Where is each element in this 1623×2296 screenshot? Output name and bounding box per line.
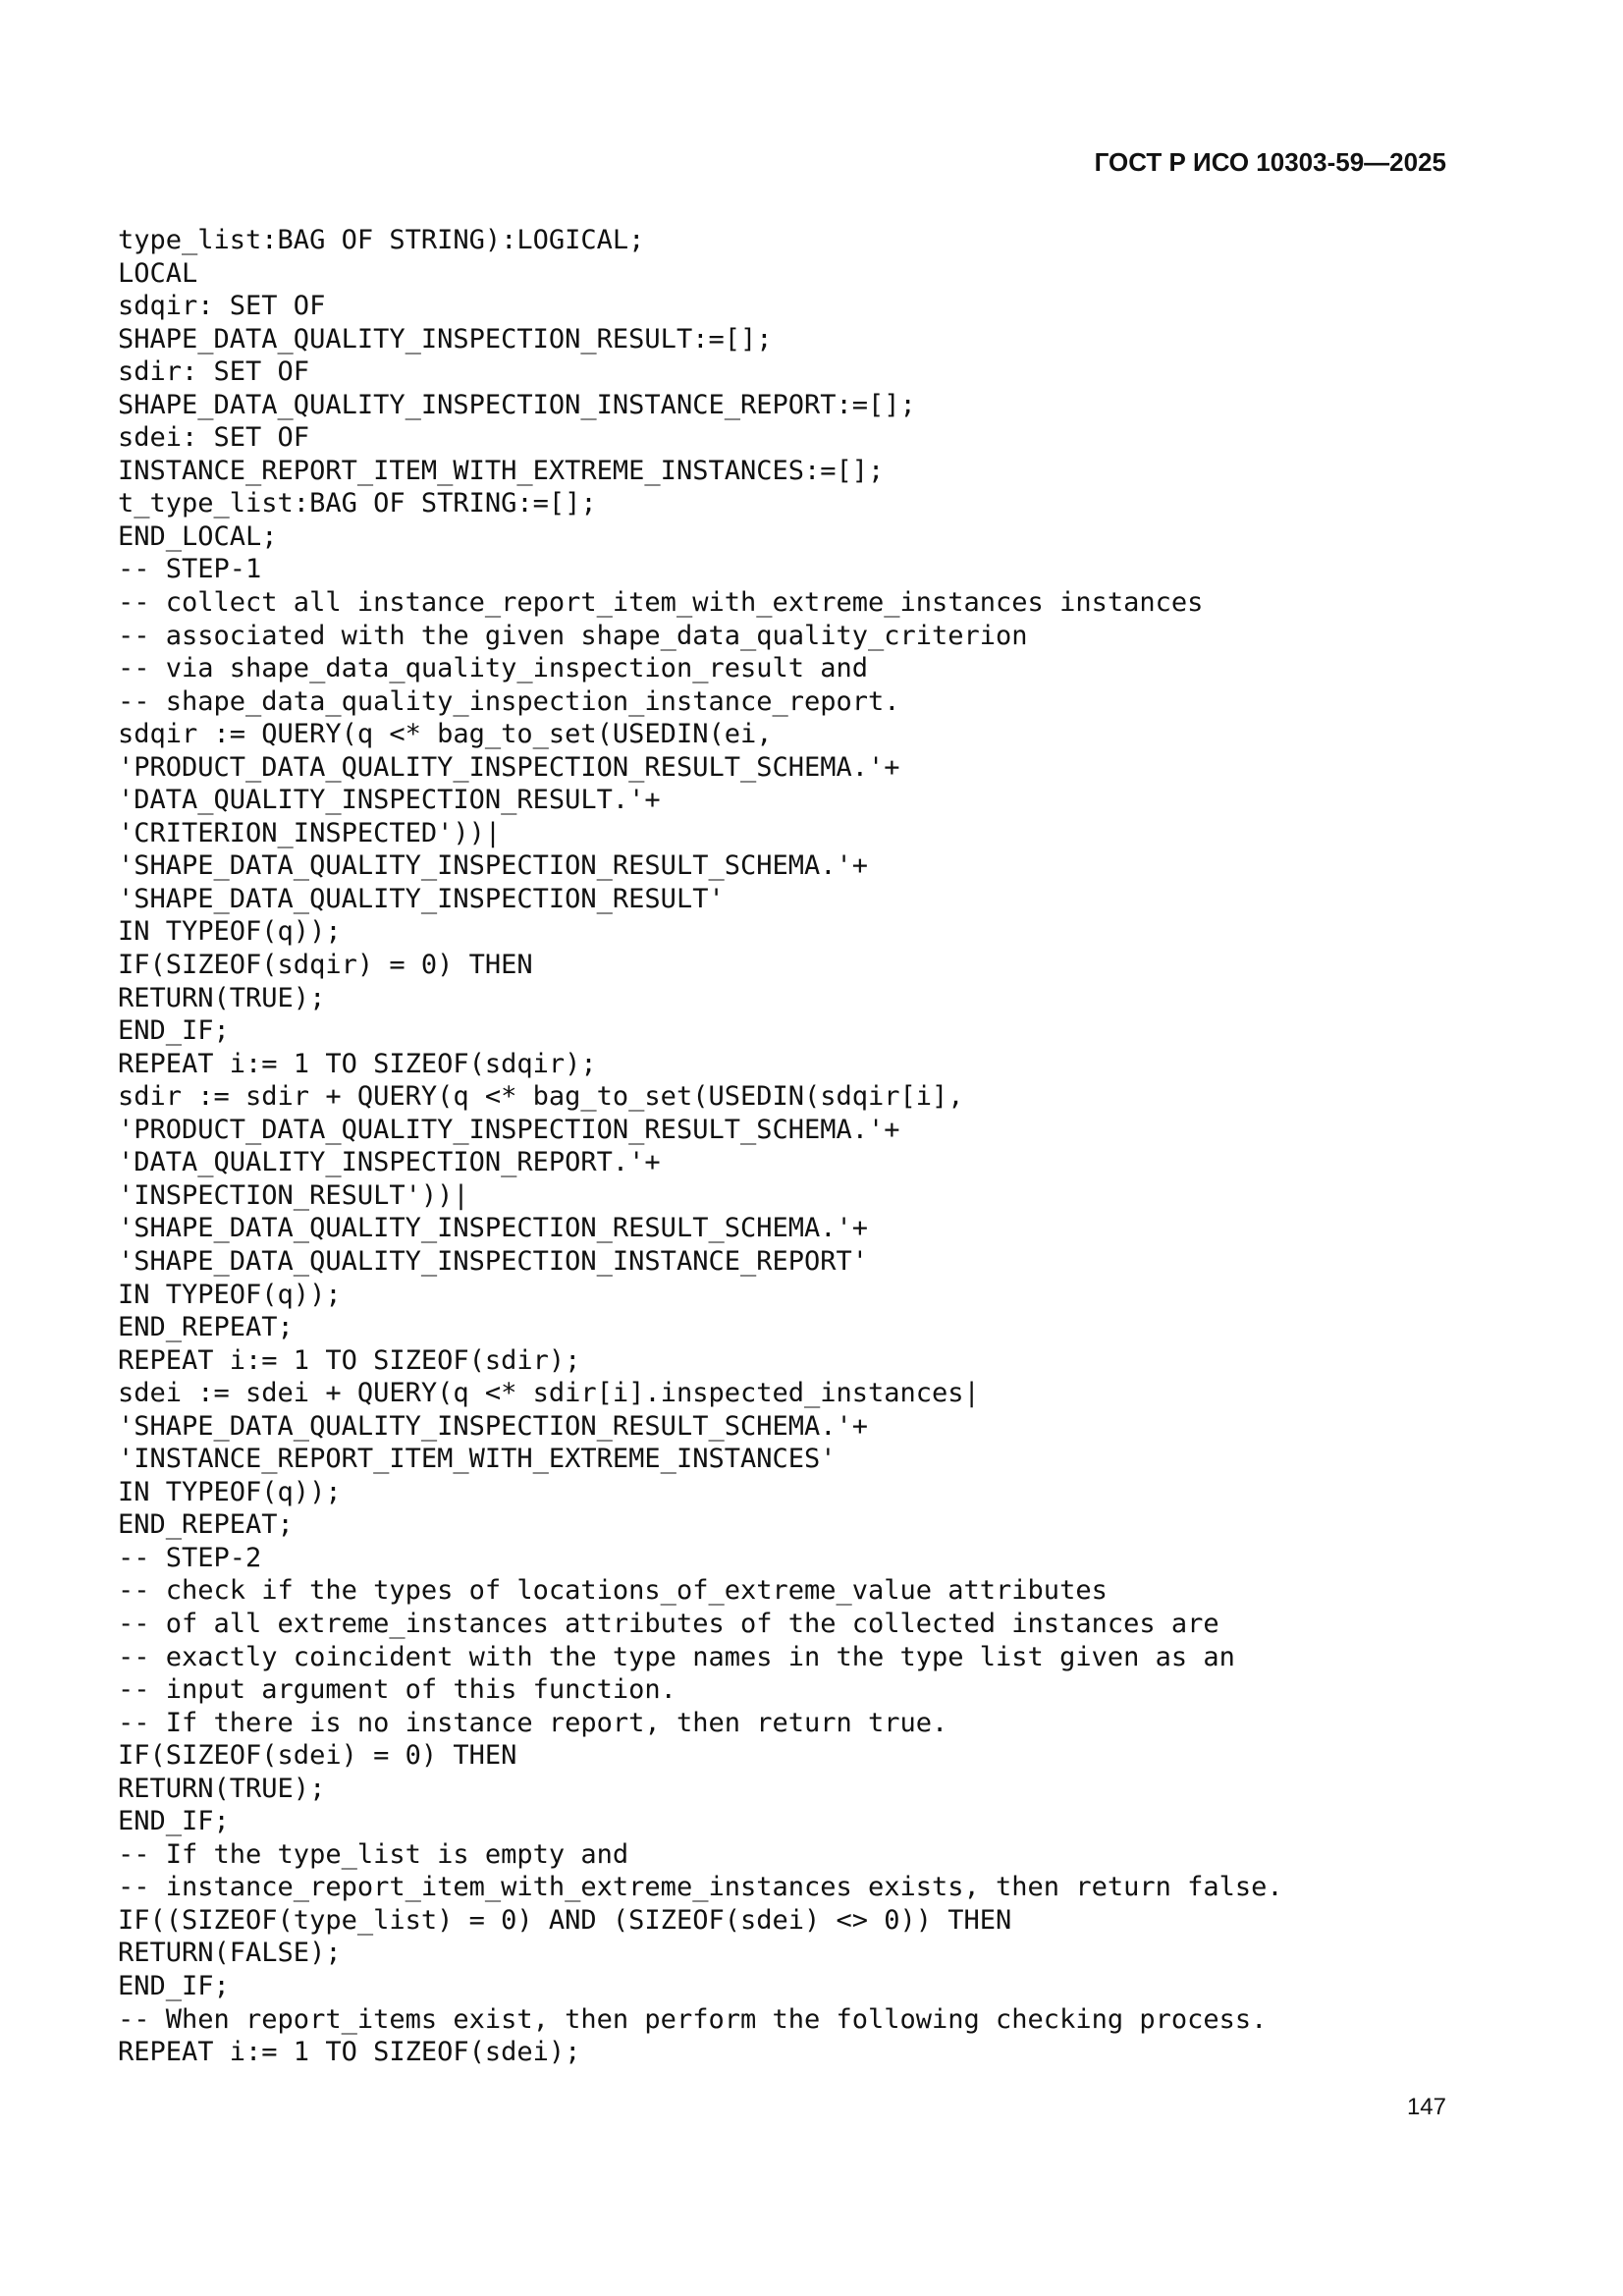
code-line: sdqir: SET OF bbox=[118, 291, 326, 322]
code-line: -- STEP-1 bbox=[118, 554, 262, 585]
code-line: END_IF; bbox=[118, 1806, 230, 1837]
code-line: 'DATA_QUALITY_INSPECTION_RESULT.'+ bbox=[118, 785, 661, 816]
code-line: -- shape_data_quality_inspection_instance_report. bbox=[118, 685, 900, 717]
code-line: -- check if the types of locations_of_extreme_value attributes bbox=[118, 1575, 1108, 1607]
code-line: RETURN(TRUE); bbox=[118, 982, 326, 1013]
code-line: -- exactly coincident with the type names in the type list given as an bbox=[118, 1641, 1235, 1672]
code-line: -- instance_report_item_with_extreme_instances exists, then return false. bbox=[118, 1872, 1283, 1903]
code-line: -- input argument of this function. bbox=[118, 1674, 676, 1706]
code-line: 'SHAPE_DATA_QUALITY_INSPECTION_RESULT_SCHEMA.'+ bbox=[118, 1213, 869, 1244]
code-line: 'INSTANCE_REPORT_ITEM_WITH_EXTREME_INSTANCES' bbox=[118, 1444, 837, 1475]
code-line: IN TYPEOF(q)); bbox=[118, 1279, 342, 1310]
express-code-listing bbox=[118, 224, 1512, 2069]
code-line: type_list:BAG OF STRING):LOGICAL; bbox=[118, 225, 645, 255]
code-line: sdir: SET OF bbox=[118, 356, 310, 388]
code-line: 'SHAPE_DATA_QUALITY_INSPECTION_RESULT' bbox=[118, 883, 725, 914]
code-line: IN TYPEOF(q)); bbox=[118, 916, 342, 948]
code-line: END_IF; bbox=[118, 1970, 230, 2001]
code-line: sdir := sdir + QUERY(q <* bag_to_set(USEDIN(sdqir[i], bbox=[118, 1081, 964, 1113]
code-line: sdqir := QUERY(q <* bag_to_set(USEDIN(ei, bbox=[118, 719, 773, 750]
code-line: REPEAT i:= 1 TO SIZEOF(sdei); bbox=[118, 2037, 581, 2068]
code-line: -- If the type_list is empty and bbox=[118, 1838, 629, 1870]
code-line: END_REPEAT; bbox=[118, 1509, 294, 1541]
code-line: REPEAT i:= 1 TO SIZEOF(sdqir); bbox=[118, 1048, 597, 1079]
code-line: 'SHAPE_DATA_QUALITY_INSPECTION_INSTANCE_REPORT' bbox=[118, 1245, 869, 1277]
code-line: sdei: SET OF bbox=[118, 422, 310, 454]
code-line: RETURN(TRUE); bbox=[118, 1773, 326, 1804]
code-line: END_REPEAT; bbox=[118, 1312, 294, 1343]
code-line: 'PRODUCT_DATA_QUALITY_INSPECTION_RESULT_SCHEMA.'+ bbox=[118, 1114, 900, 1145]
standard-header: ГОСТ Р ИСО 10303-59—2025 bbox=[1094, 147, 1446, 177]
code-line: -- STEP-2 bbox=[118, 1542, 262, 1573]
code-line: -- via shape_data_quality_inspection_result and bbox=[118, 653, 869, 684]
code-line: -- collect all instance_report_item_with_extreme_instances instances bbox=[118, 587, 1204, 619]
code-line: IN TYPEOF(q)); bbox=[118, 1476, 342, 1507]
code-line: -- associated with the given shape_data_quality_criterion bbox=[118, 620, 1028, 651]
code-line: -- If there is no instance report, then return true. bbox=[118, 1707, 948, 1738]
code-line: 'DATA_QUALITY_INSPECTION_REPORT.'+ bbox=[118, 1147, 661, 1178]
code-line: INSTANCE_REPORT_ITEM_WITH_EXTREME_INSTANCES:=[]; bbox=[118, 455, 885, 486]
code-line: sdei := sdei + QUERY(q <* sdir[i].inspected_instances| bbox=[118, 1378, 980, 1409]
code-line: END_IF; bbox=[118, 1015, 230, 1047]
code-line: SHAPE_DATA_QUALITY_INSPECTION_INSTANCE_REPORT:=[]; bbox=[118, 389, 916, 420]
code-line: t_type_list:BAG OF STRING:=[]; bbox=[118, 488, 597, 519]
code-line: 'SHAPE_DATA_QUALITY_INSPECTION_RESULT_SCHEMA.'+ bbox=[118, 850, 869, 882]
code-line: IF(SIZEOF(sdei) = 0) THEN bbox=[118, 1740, 517, 1772]
code-line: END_LOCAL; bbox=[118, 520, 278, 552]
code-line: IF(SIZEOF(sdqir) = 0) THEN bbox=[118, 950, 533, 981]
code-line: -- When report_items exist, then perform the following checking process. bbox=[118, 2003, 1268, 2035]
code-line: 'PRODUCT_DATA_QUALITY_INSPECTION_RESULT_SCHEMA.'+ bbox=[118, 751, 900, 783]
code-line: IF((SIZEOF(type_list) = 0) AND (SIZEOF(sdei) <> 0)) THEN bbox=[118, 1904, 1012, 1936]
code-line: 'INSPECTION_RESULT'))| bbox=[118, 1179, 469, 1211]
code-line: LOCAL bbox=[118, 257, 198, 289]
code-line: REPEAT i:= 1 TO SIZEOF(sdir); bbox=[118, 1344, 581, 1376]
page-number: 147 bbox=[1406, 2094, 1446, 2120]
code-line: RETURN(FALSE); bbox=[118, 1938, 342, 1969]
code-line: 'SHAPE_DATA_QUALITY_INSPECTION_RESULT_SCHEMA.'+ bbox=[118, 1410, 869, 1442]
code-line: -- of all extreme_instances attributes of the collected instances are bbox=[118, 1608, 1219, 1639]
code-line: 'CRITERION_INSPECTED'))| bbox=[118, 817, 502, 848]
code-line: SHAPE_DATA_QUALITY_INSPECTION_RESULT:=[]; bbox=[118, 323, 773, 355]
